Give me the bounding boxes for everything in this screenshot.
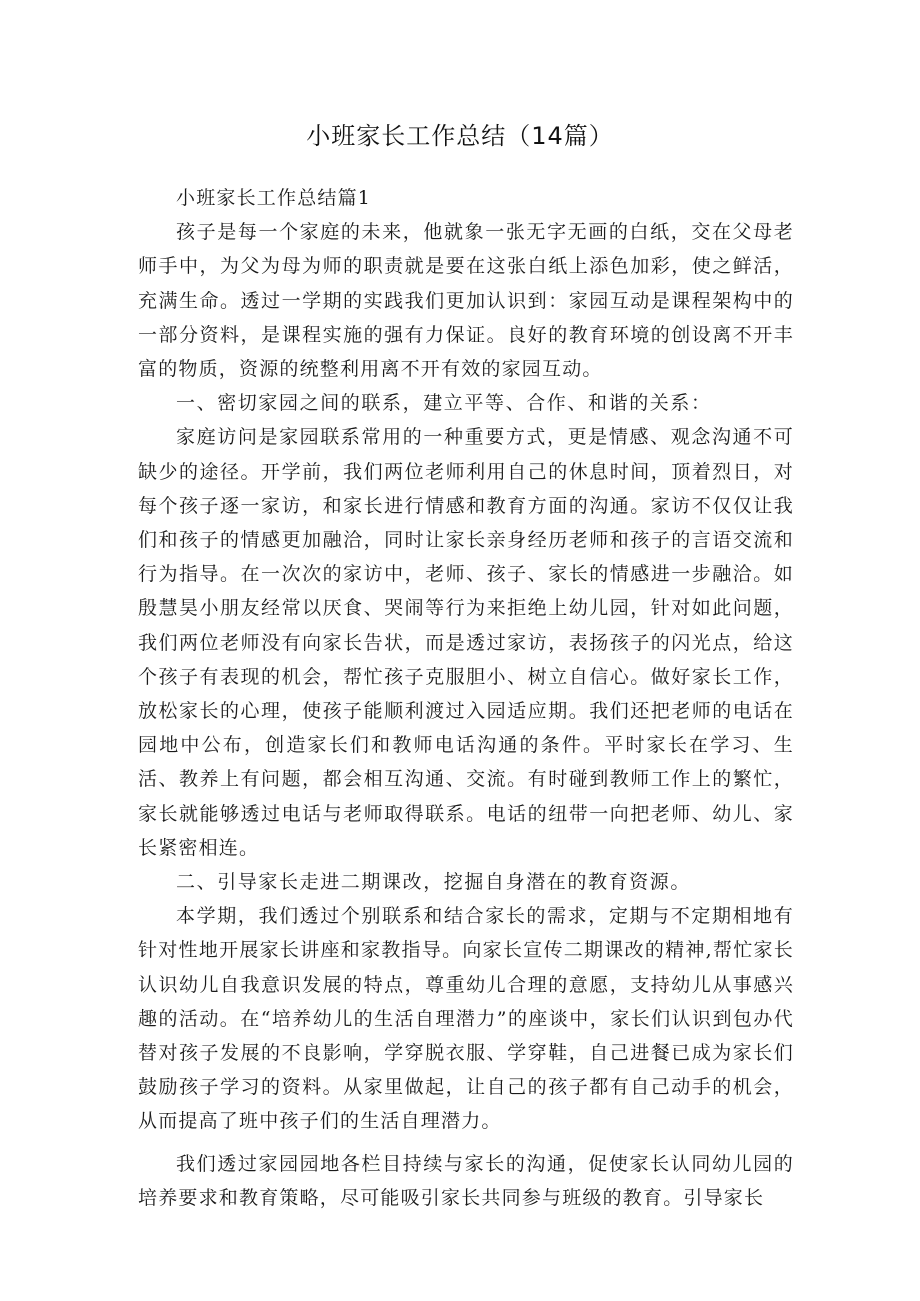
paragraph-home-visit: 家庭访问是家园联系常用的一种重要方式，更是情感、观念沟通不可缺少的途径。开学前，我们两位老师利用自己的休息时间，顶着烈日，对每个孩子逐一家访，和家长进行情感和教育方面的沟通。家访不仅仅让我们和孩子的情感更加融洽，同时让家长亲身经历老师和孩子的言语交流和行为指导。在一次次的家访中，老师、孩子、家长的情感进一步融洽。如殷慧昊小朋友经常以厌食、哭闹等行为来拒绝上幼儿园，针对如此问题，我们两位老师没有向家长告状，而是透过家访，表扬孩子的闪光点，给这个孩子有表现的机会，帮忙孩子克服胆小、树立自信心。做好家长工作，放松家长的心理，使孩子能顺利渡过入园适应期。我们还把老师的电话在园地中公布，创造家长们和教师电话沟通的条件。平时家长在学习、生活、教养上有问题，都会相互沟通、交流。有时碰到教师工作上的繁忙，家长就能够透过电话与老师取得联系。电话的纽带一向把老师、幼儿、家长紧密相连。	[138, 426, 794, 859]
heading-two: 二、引导家长走进二期课改，挖掘自身潜在的教育资源。	[176, 871, 692, 894]
document-title: 小班家长工作总结（14篇）	[306, 122, 614, 150]
section-title: 小班家长工作总结篇1	[176, 187, 372, 209]
paragraph-curriculum: 本学期，我们透过个别联系和结合家长的需求，定期与不定期相地有针对性地开展家长讲座和家教指导。向家长宣传二期课改的精神,帮忙家长认识幼儿自我意识发展的特点，尊重幼儿合理的意愿，支持幼儿从事感兴趣的活动。在“培养幼儿的生活自理潜力”的座谈中，家长们认识到包办代替对孩子发展的不良影响，学穿脱衣服、学穿鞋，自己进餐已成为家长们鼓励孩子学习的资料。从家里做起，让自己的孩子都有自己动手的机会，从而提高了班中孩子们的生活自理潜力。	[138, 905, 794, 1133]
heading-one: 一、密切家园之间的联系，建立平等、合作、和谐的关系：	[176, 392, 712, 415]
paragraph-garden-columns: 我们透过家园园地各栏目持续与家长的沟通，促使家长认同幼儿园的培养要求和教育策略，尽可能吸引家长共同参与班级的教育。引导家长	[138, 1152, 794, 1209]
paragraph-intro: 孩子是每一个家庭的未来，他就象一张无字无画的白纸，交在父母老师手中，为父为母为师的职责就是要在这张白纸上添色加彩，使之鲜活，充满生命。透过一学期的实践我们更加认识到：家园互动是课程架构中的一部分资料，是课程实施的强有力保证。良好的教育环境的创设离不开丰富的物质，资源的统整利用离不开有效的家园互动。	[138, 221, 794, 381]
document-body	[138, 181, 794, 1215]
